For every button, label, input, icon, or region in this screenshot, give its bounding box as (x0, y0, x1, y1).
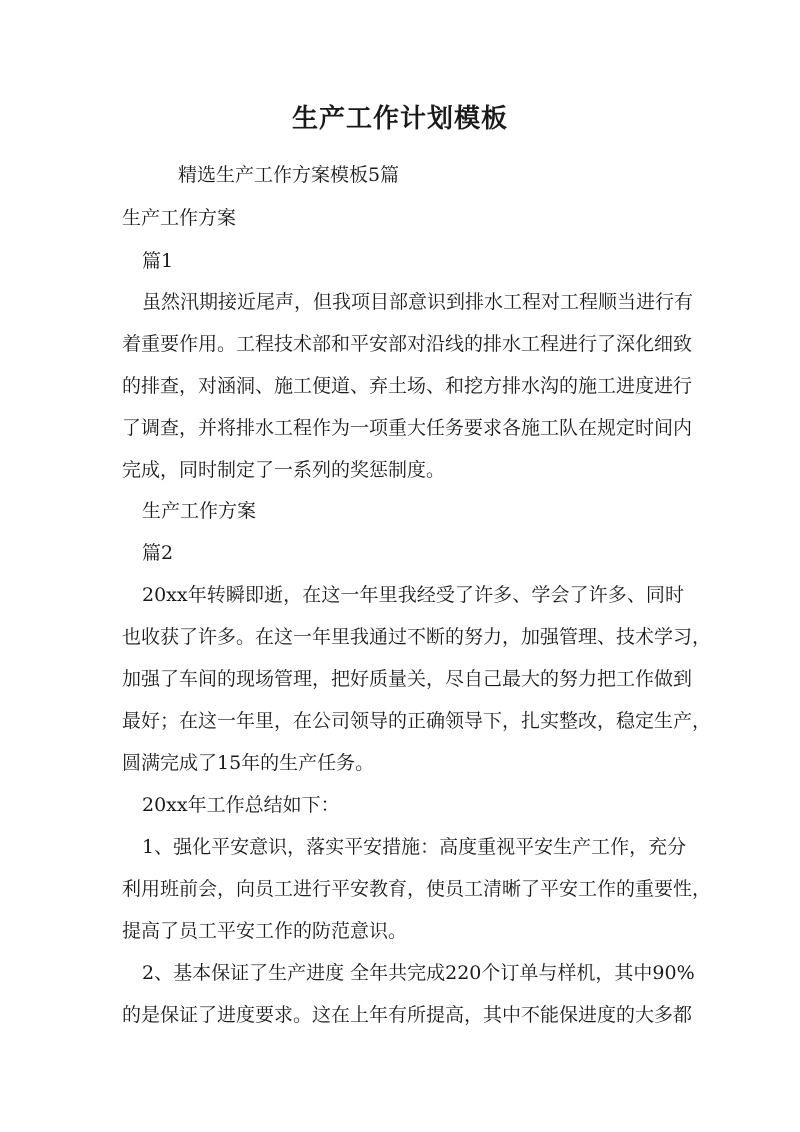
paragraph-line: 的排查，对涵洞、施工便道、弃土场、和挖方排水沟的施工进度进行 (122, 375, 693, 397)
paragraph-line: 最好；在这一年里，在公司领导的正确领导下，扎实整改，稳定生产， (122, 710, 712, 732)
section1-part: 篇1 (142, 250, 174, 272)
paragraph-line: 加强了车间的现场管理，把好质量关，尽自己最大的努力把工作做到 (122, 668, 693, 690)
document-title: 生产工作计划模板 (291, 104, 508, 134)
paragraph-line: 虽然汛期接近尾声，但我项目部意识到排水工程对工程顺当进行有 (142, 291, 694, 313)
paragraph-line: 了调查，并将排水工程作为一项重大任务要求各施工队在规定时间内 (122, 417, 693, 439)
section2-heading: 生产工作方案 (142, 500, 257, 522)
paragraph-line: 1、强化平安意识，落实平安措施：高度重视平安生产工作，充分 (142, 836, 687, 858)
paragraph-line: 利用班前会，向员工进行平安教育，使员工清晰了平安工作的重要性， (122, 878, 712, 900)
paragraph-line: 也收获了许多。在这一年里我通过不断的努力，加强管理、技术学习， (122, 626, 712, 648)
summary-intro: 20xx年工作总结如下： (142, 794, 340, 816)
paragraph-line: 提高了员工平安工作的防范意识。 (122, 920, 408, 942)
paragraph-line: 2、基本保证了生产进度 全年共完成220个订单与样机，其中90% (142, 962, 695, 984)
section2-part: 篇2 (142, 542, 174, 564)
paragraph-line: 完成，同时制定了一系列的奖惩制度。 (122, 459, 446, 481)
paragraph-line: 20xx年转瞬即逝，在这一年里我经受了许多、学会了许多、同时 (142, 584, 684, 606)
section1-heading: 生产工作方案 (122, 207, 237, 229)
paragraph-line: 着重要作用。工程技术部和平安部对沿线的排水工程进行了深化细致 (122, 333, 693, 355)
paragraph-line: 圆满完成了15年的生产任务。 (122, 752, 375, 774)
document-subtitle: 精选生产工作方案模板5篇 (178, 164, 400, 186)
paragraph-line: 的是保证了进度要求。这在上年有所提高，其中不能保进度的大多都 (122, 1004, 693, 1026)
